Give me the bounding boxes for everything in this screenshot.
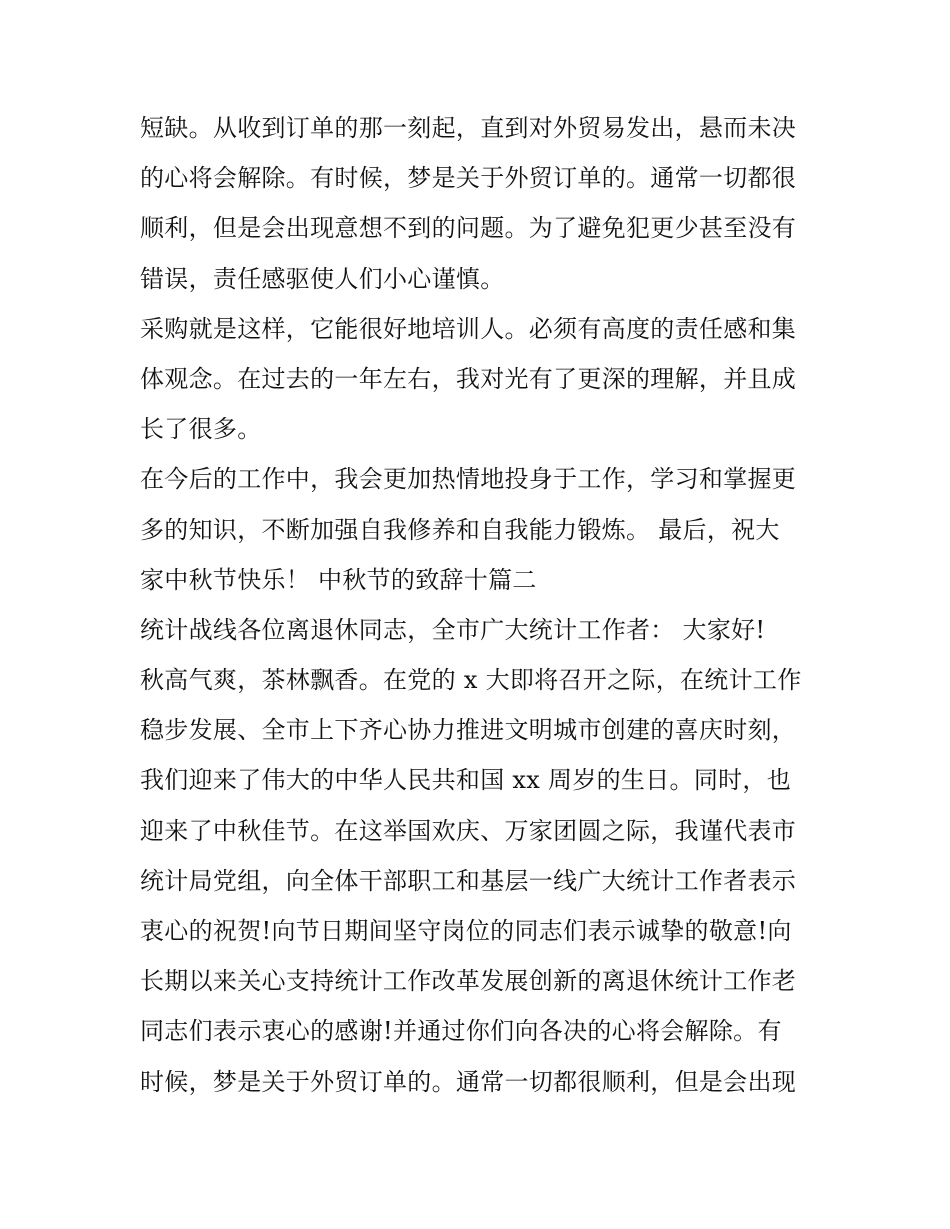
- text-line: 多的知识，不断加强自我修养和自我能力锻炼。 最后，祝大: [140, 515, 780, 544]
- text-line: 迎来了中秋佳节。在这举国欢庆、万家团圆之际，我谨代表市: [140, 816, 797, 845]
- text-line: 错误，责任感驱使人们小心谨慎。: [140, 264, 505, 293]
- text-line: 时候，梦是关于外贸订单的。通常一切都很顺利，但是会出现: [140, 1067, 797, 1096]
- text-line: 在今后的工作中，我会更加热情地投身于工作，学习和掌握更: [140, 465, 797, 494]
- text-line: 秋高气爽，茶林飘香。在党的 x 大即将召开之际，在统计工作: [140, 666, 802, 695]
- text-line: 衷心的祝贺!向节日期间坚守岗位的同志们表示诚挚的敬意!向: [140, 917, 792, 945]
- text-line: 长期以来关心支持统计工作改革发展创新的离退休统计工作老: [140, 967, 797, 996]
- document-body: [140, 103, 820, 1107]
- text-line: 长了很多。: [140, 415, 262, 444]
- text-line: 顺利，但是会出现意想不到的问题。为了避免犯更少甚至没有: [140, 214, 797, 243]
- text-line: 短缺。从收到订单的那一刻起，直到对外贸易发出，悬而未决: [140, 114, 797, 142]
- text-line: 家中秋节快乐！ 中秋节的致辞十篇二: [140, 565, 537, 594]
- text-line: 我们迎来了伟大的中华人民共和国 xx 周岁的生日。同时，也: [140, 766, 792, 795]
- text-line: 稳步发展、全市上下齐心协力推进文明城市创建的喜庆时刻，: [140, 716, 797, 745]
- text-line: 同志们表示衷心的感谢!并通过你们向各决的心将会解除。有: [140, 1017, 782, 1046]
- text-line: 统计战线各位离退休同志，全市广大统计工作者： 大家好!: [140, 615, 766, 644]
- text-line: 的心将会解除。有时候，梦是关于外贸订单的。通常一切都很: [140, 164, 797, 193]
- text-line: 统计局党组，向全体干部职工和基层一线广大统计工作者表示: [140, 866, 797, 895]
- text-line: 体观念。在过去的一年左右，我对光有了更深的理解，并且成: [140, 364, 797, 393]
- text-line: 采购就是这样，它能很好地培训人。必须有高度的责任感和集: [140, 314, 797, 343]
